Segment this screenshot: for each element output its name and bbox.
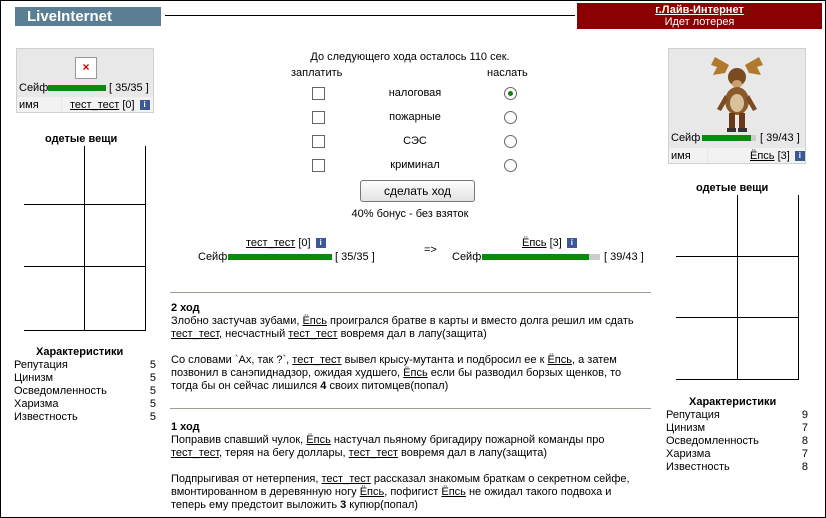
vs-right-player-link[interactable]: Ёпсь — [522, 237, 547, 249]
option-label: СЭС — [403, 135, 427, 147]
vs-right-level: [3] — [549, 237, 562, 249]
left-stats-title: Характеристики — [36, 346, 124, 358]
stat-row — [666, 409, 808, 422]
player-link[interactable]: Ёпсь — [547, 354, 572, 366]
option-label: пожарные — [389, 111, 441, 123]
stat-row — [14, 385, 156, 398]
left-player-name-link[interactable]: тест_тест — [70, 99, 120, 111]
cast-ses-radio[interactable] — [504, 135, 517, 148]
pay-column-header: заплатить — [291, 67, 343, 79]
bonus-text: 40% бонус - без взяток — [351, 208, 469, 220]
log-separator — [170, 408, 651, 409]
left-player-level: [0] — [122, 99, 135, 111]
cast-tax-radio[interactable] — [504, 87, 517, 100]
turn-2-paragraph-1: Злобно застучав зубами, Ёпсь проигрался братве в карты и вместо долга решил им сдать тест_тест, несчастный тест_тест вовремя дал в лапу(защита) — [171, 315, 634, 340]
site-logo[interactable]: LiveInternet — [15, 7, 161, 26]
left-safe-label: Сейф — [19, 82, 49, 94]
left-hp-track — [48, 85, 106, 91]
stat-name: Харизма — [666, 448, 711, 460]
vs-right-hp-value: [ 39/43 ] — [604, 251, 644, 263]
pay-fire-checkbox[interactable] — [312, 111, 325, 124]
stat-name: Репутация — [666, 409, 720, 421]
left-stats-list — [14, 359, 156, 424]
region-banner — [577, 3, 822, 29]
left-name-label: имя — [19, 99, 39, 111]
stat-value: 5 — [149, 385, 156, 397]
stat-name: Цинизм — [666, 422, 706, 434]
turn-2-paragraph-2: Со словами `Ах, так ?`, тест_тест вывел крысу-мутанта и подбросил ее к Ёпсь, а затем позвонил в санэпиднадзор, ожидая худшего, Ёпсь если бы разводил борзых щенков, то тогда бы он сейчас лишился 4 своих питомцев(попал) — [171, 354, 622, 392]
vs-left-safe-label: Сейф — [198, 251, 228, 263]
vs-right-hp-track — [482, 254, 600, 260]
info-icon[interactable]: i — [316, 238, 326, 248]
stat-value: 7 — [801, 422, 808, 434]
cast-fire-radio[interactable] — [504, 111, 517, 124]
broken-image-icon: × — [75, 57, 97, 79]
stat-row — [14, 398, 156, 411]
pay-tax-checkbox[interactable] — [312, 87, 325, 100]
make-move-button[interactable]: сделать ход — [360, 180, 475, 202]
cast-column-header: наслать — [487, 67, 528, 79]
player-link[interactable]: Ёпсь — [441, 486, 466, 498]
right-player-level: [3] — [777, 150, 790, 162]
stat-name: Осведомленность — [14, 385, 107, 397]
turn-1-paragraph-1: Поправив спавший чулок, Ёпсь настучал пьяному бригадиру пожарной команды про тест_тест, теряя на бегу доллары, тест_тест вовремя дал в лапу(защита) — [171, 434, 605, 459]
turn-2-title: 2 ход — [171, 302, 200, 314]
vs-left-level: [0] — [298, 237, 311, 249]
vs-left-name-row — [246, 237, 326, 249]
left-equipment-grid — [24, 146, 146, 331]
stat-name: Цинизм — [14, 372, 54, 384]
stat-value: 5 — [149, 411, 156, 423]
player-link[interactable]: тест_тест — [292, 354, 342, 366]
stat-value: 8 — [801, 435, 808, 447]
info-icon[interactable]: i — [795, 151, 805, 161]
log-separator — [170, 292, 651, 293]
player-link[interactable]: Ёпсь — [403, 367, 428, 379]
pay-ses-checkbox[interactable] — [312, 135, 325, 148]
vs-left-hp-value: [ 35/35 ] — [335, 251, 375, 263]
right-equipment-grid — [676, 195, 799, 380]
stat-name: Известность — [14, 411, 78, 423]
stat-row — [666, 448, 808, 461]
left-name-row — [70, 99, 150, 111]
stat-row — [666, 422, 808, 435]
right-player-name-link[interactable]: Ёпсь — [750, 150, 775, 162]
vs-right-hp-bar — [482, 254, 589, 260]
vs-right-safe-label: Сейф — [452, 251, 482, 263]
option-label: налоговая — [388, 87, 442, 99]
stat-row — [666, 461, 808, 474]
info-icon[interactable]: i — [567, 238, 577, 248]
player-link[interactable]: тест_тест — [171, 447, 220, 459]
left-hp-bar — [48, 85, 106, 91]
right-hp-value: [ 39/43 ] — [760, 132, 800, 144]
right-stats-list — [666, 409, 808, 474]
right-name-row — [750, 150, 805, 162]
vs-right-name-row — [522, 237, 577, 249]
vs-left-hp-bar — [228, 254, 332, 260]
stat-value: 7 — [801, 448, 808, 460]
vs-left-player-link[interactable]: тест_тест — [246, 237, 296, 249]
right-hp-bar — [702, 135, 751, 141]
stat-name: Осведомленность — [666, 435, 759, 447]
stat-row — [14, 372, 156, 385]
header-divider — [165, 15, 575, 16]
turn-1-title: 1 ход — [171, 421, 200, 433]
region-status: Идет лотерея — [664, 16, 735, 28]
stat-name: Репутация — [14, 359, 68, 371]
player-link[interactable]: Ёпсь — [306, 434, 331, 446]
turn-1-paragraph-2: Подпрыгивая от нетерпения, тест_тест рассказал знакомым браткам о секретном сейфе, вмонтированном в деревянную ногу Ёпсь, пофигист Ёпсь не ожидал такого подвоха и теперь ему предстоит выложить 3 купюр(попал) — [171, 473, 630, 511]
stat-value: 5 — [149, 359, 156, 371]
turn-1-log — [171, 421, 651, 512]
player-link[interactable]: Ёпсь — [359, 486, 385, 498]
vs-left-hp-track — [228, 254, 332, 260]
player-link[interactable]: тест_тест — [321, 473, 371, 485]
turn-2-log — [171, 302, 651, 393]
region-title-link[interactable]: г.Лайв-Интернет — [655, 4, 744, 16]
stat-value: 5 — [149, 398, 156, 410]
stat-row — [14, 359, 156, 372]
stat-value: 5 — [149, 372, 156, 384]
right-equipped-title: одетые вещи — [696, 182, 769, 194]
cast-crime-radio[interactable] — [504, 159, 517, 172]
right-safe-label: Сейф — [671, 132, 701, 144]
stat-name: Известность — [666, 461, 730, 473]
stat-row — [666, 435, 808, 448]
right-player-card — [668, 48, 806, 164]
left-equipped-title: одетые вещи — [45, 133, 118, 145]
stat-value: 9 — [801, 409, 808, 421]
moose-avatar-icon — [707, 51, 767, 135]
stat-name: Харизма — [14, 398, 59, 410]
option-label: криминал — [390, 159, 440, 171]
right-hp-track — [702, 135, 756, 141]
stat-row — [14, 411, 156, 424]
left-hp-value: [ 35/35 ] — [109, 82, 149, 94]
stat-value: 8 — [801, 461, 808, 473]
info-icon[interactable]: i — [140, 100, 150, 110]
right-name-label: имя — [671, 150, 691, 162]
pay-crime-checkbox[interactable] — [312, 159, 325, 172]
vs-arrow: => — [424, 244, 437, 256]
player-link[interactable]: тест_тест — [348, 447, 398, 459]
right-stats-title: Характеристики — [689, 396, 777, 408]
player-link[interactable]: Ёпсь — [302, 315, 327, 327]
move-timer: До следующего хода осталось 110 сек. — [310, 51, 510, 63]
player-link[interactable]: тест_тест — [288, 328, 338, 340]
player-link[interactable]: тест_тест — [171, 328, 220, 340]
